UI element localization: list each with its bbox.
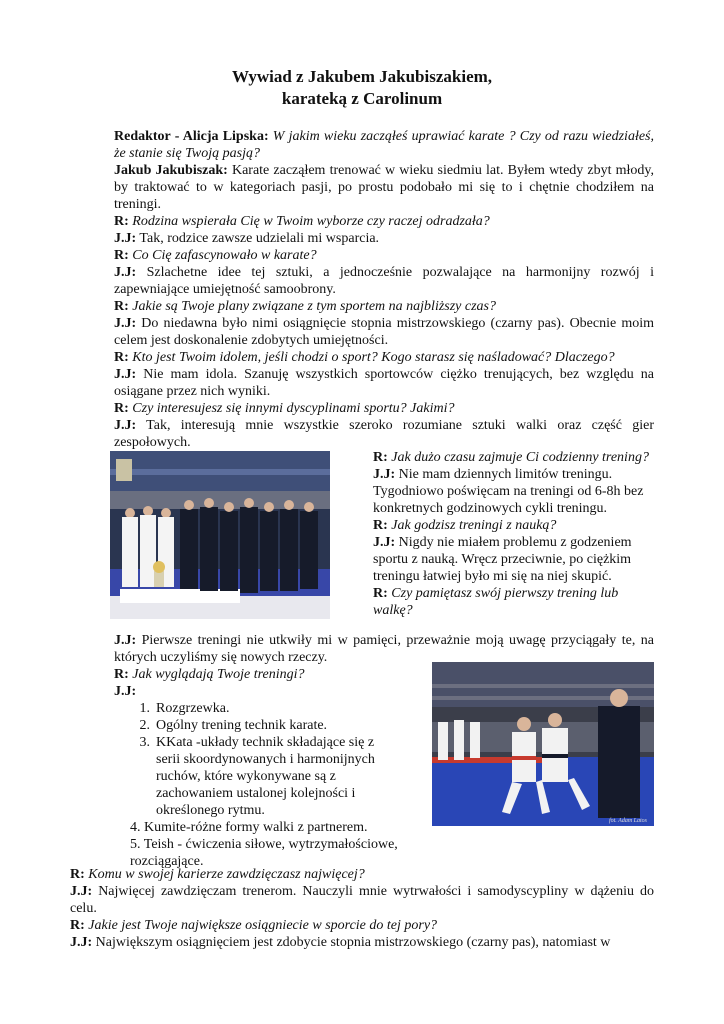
qa-line xyxy=(114,315,654,349)
answer-text: Karate zacząłem trenować w wieku siedmiu lat. Byłem wtedy zbyt młody, by traktować to w kategoriach pasji, po prostu podobało mi się to i chętnie chodziłem na treningi. xyxy=(114,163,654,212)
title-line-1: Wywiad z Jakubem Jakubiszakiem, xyxy=(231,67,493,86)
answer-text: Nie mam idola. Szanuję wszystkich sportowców ciężko trenujących, bez względu na osiągane przez nich wyniki. xyxy=(114,367,654,399)
list-number: 1. xyxy=(139,701,150,716)
qa-line xyxy=(114,400,654,417)
list-number: 2. xyxy=(139,718,150,733)
answer-text: Tak, interesują mnie wszystkie szeroko rozumiane sztuki walki oraz część gier zespołowych. xyxy=(114,418,654,450)
speaker-label: J.J: xyxy=(373,535,396,550)
speaker-label: R: xyxy=(373,586,388,601)
photo-caption: fot. Adam Latos xyxy=(608,818,647,824)
qa-line xyxy=(70,917,654,934)
answer-text: Do niedawna było nimi osiągnięcie stopnia mistrzowskiego (czarny pas). Obecnie moim celem jest doskonalenie zdobytych umiejętności. xyxy=(114,316,654,348)
interview-block-bottom xyxy=(70,866,654,951)
list-item: 5. Teish - ćwiczenia siłowe, wytrzymałościowe, rozciągające. xyxy=(130,837,398,869)
qa-line xyxy=(373,449,658,466)
qa-line xyxy=(114,264,654,298)
speaker-label: J.J: xyxy=(114,316,137,331)
qa-line xyxy=(114,162,654,213)
question-text: W jakim wieku zacząłeś uprawiać karate ? Czy od razu wiedziałeś, że stanie się Twoją pasją? xyxy=(114,129,654,161)
question-text: Rodzina wspierała Cię w Twoim wyborze czy raczej odradzała? xyxy=(128,214,490,229)
qa-line xyxy=(114,632,654,666)
speaker-label: J.J: xyxy=(70,884,93,899)
qa-line xyxy=(114,366,654,400)
qa-line xyxy=(70,883,654,917)
question-text: Co Cię zafascynowało w karate? xyxy=(128,248,317,263)
answer-text: Największym osiągnięciem jest zdobycie stopnia mistrzowskiego (czarny pas), natomiast w xyxy=(92,935,611,950)
qa-line xyxy=(114,349,654,366)
list-text: Ogólny trening technik karate. xyxy=(156,718,328,733)
question-text: Jak wyglądają Twoje treningi? xyxy=(128,667,305,682)
answer-text: Nie mam dziennych limitów treningu. Tygodniowo poświęcam na treningi od 6-8h bez konkretnych godzinowych cykli treningu. xyxy=(373,467,644,516)
speaker-label: R: xyxy=(114,350,129,365)
speaker-label: R: xyxy=(70,918,85,933)
answer-text: Nigdy nie miałem problemu z godzeniem sportu z nauką. Wręcz przeciwnie, po ciężkim treningu łatwiej było mi się na niej skupić. xyxy=(373,535,632,584)
speaker-label: J.J: xyxy=(114,684,137,699)
speaker-label: J.J: xyxy=(114,633,137,648)
qa-line xyxy=(373,585,658,619)
group-photo-image xyxy=(110,451,330,619)
speaker-label: J.J: xyxy=(70,935,93,950)
qa-line xyxy=(114,213,654,230)
qa-line xyxy=(114,230,654,247)
list-item xyxy=(114,700,424,717)
speaker-label: R: xyxy=(70,867,85,882)
training-list xyxy=(114,700,424,870)
speaker-label: R: xyxy=(114,214,129,229)
question-text: Komu w swojej karierze zawdzięczasz najwięcej? xyxy=(84,867,365,882)
question-text: Jakie jest Twoje największe osiągniecie w sporcie do tej pory? xyxy=(84,918,438,933)
speaker-label: J.J: xyxy=(114,265,137,280)
speaker-label: J.J: xyxy=(373,467,396,482)
speaker-label: J.J: xyxy=(114,418,137,433)
speaker-label: R: xyxy=(373,450,388,465)
answer-text: Tak, rodzice zawsze udzielali mi wsparcia. xyxy=(136,231,380,246)
speaker-label: Jakub Jakubiszak: xyxy=(114,163,228,178)
document-title xyxy=(0,66,724,110)
list-item xyxy=(114,717,424,734)
question-text: Czy interesujesz się innymi dyscyplinami sportu? Jakimi? xyxy=(128,401,455,416)
question-text: Jak dużo czasu zajmuje Ci codzienny trening? xyxy=(387,450,649,465)
list-number: 3. xyxy=(139,735,150,750)
speaker-label: Redaktor - Alicja Lipska: xyxy=(114,129,269,144)
question-text: Jakie są Twoje plany związane z tym sportem na najbliższy czas? xyxy=(128,299,497,314)
list-text: KKata -układy technik składające się z serii skoordynowanych i harmonijnych ruchów, które wykonywane są z zachowaniem ustalonej kolejności i określonego rytmu. xyxy=(156,735,375,818)
title-line-2: karateką z Carolinum xyxy=(281,89,443,108)
list-text: Rozgrzewka. xyxy=(156,701,230,716)
qa-line xyxy=(373,517,658,534)
speaker-label: J.J: xyxy=(114,367,137,382)
group-photo xyxy=(110,451,330,619)
answer-text: Szlachetne idee tej sztuki, a jednocześnie pozwalające na harmonijny rozwój i zapewniające umiejętność samoobrony. xyxy=(114,265,654,297)
list-item xyxy=(114,734,424,819)
qa-line xyxy=(373,534,658,585)
qa-line xyxy=(70,866,654,883)
answer-text: Najwięcej zawdzięczam trenerom. Nauczyli mnie wytrwałości i samodyscypliny w dążeniu do celu. xyxy=(70,884,654,916)
interview-block-right xyxy=(373,449,658,619)
question-text: Czy pamiętasz swój pierwszy trening lub walkę? xyxy=(373,586,619,618)
qa-line xyxy=(114,417,654,451)
speaker-label: R: xyxy=(114,401,129,416)
speaker-label: R: xyxy=(114,299,129,314)
interview-block-1 xyxy=(114,128,654,451)
qa-line xyxy=(70,934,654,951)
qa-line xyxy=(114,298,654,315)
speaker-label: R: xyxy=(114,667,129,682)
question-text: Kto jest Twoim idolem, jeśli chodzi o sport? Kogo starasz się naśladować? Dlaczego? xyxy=(128,350,615,365)
speaker-label: R: xyxy=(114,248,129,263)
question-text: Jak godzisz treningi z nauką? xyxy=(387,518,557,533)
qa-line xyxy=(373,466,658,517)
qa-line xyxy=(114,247,654,264)
kumite-photo xyxy=(432,662,654,826)
speaker-label: R: xyxy=(373,518,388,533)
kumite-photo-image xyxy=(432,662,654,826)
speaker-label: J.J: xyxy=(114,231,137,246)
qa-line xyxy=(114,128,654,162)
list-item: 4. Kumite-różne formy walki z partnerem. xyxy=(130,820,368,835)
answer-text: Pierwsze treningi nie utkwiły mi w pamięci, przeważnie moją uwagę przyciągały te, na których uczyliśmy się nowych rzeczy. xyxy=(114,633,654,665)
